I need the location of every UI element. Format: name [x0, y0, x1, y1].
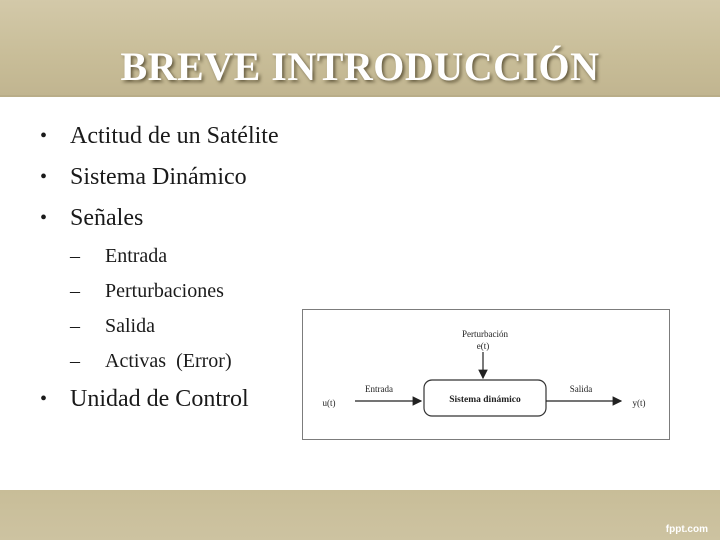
slide-title: BREVE INTRODUCCIÓN [120, 44, 600, 89]
output-label: Salida [569, 384, 593, 394]
output-signal: y(t) [632, 398, 646, 408]
sub-bullet-label: Salida [105, 315, 155, 337]
sub-bullet-dash: – [70, 315, 80, 337]
sub-bullet-list [72, 239, 340, 379]
bullet-item [40, 116, 340, 157]
sub-bullet-item [72, 309, 340, 344]
bullet-item [40, 379, 340, 420]
bullet-list [40, 116, 340, 420]
sub-bullet-label: Perturbaciones [105, 280, 224, 302]
bullet-label: Sistema Dinámico [70, 164, 247, 190]
sub-bullet-dash: – [70, 280, 80, 302]
sub-bullet-item [72, 239, 340, 274]
bullet-label: Actitud de un Satélite [70, 123, 279, 149]
block-diagram-figure [302, 309, 670, 440]
input-signal: u(t) [322, 398, 336, 408]
bullet-dot: • [40, 388, 48, 410]
input-label: Entrada [365, 384, 393, 394]
disturbance-signal: e(t) [476, 341, 490, 351]
bullet-dot: • [40, 207, 48, 229]
footer-watermark: fppt.com [665, 524, 708, 535]
sub-bullet-item [72, 274, 340, 309]
sub-bullet-dash: – [70, 245, 80, 267]
bullet-label: Unidad de Control [70, 386, 249, 412]
bullet-item [40, 198, 340, 379]
sub-bullet-item [72, 344, 340, 379]
block-diagram [303, 310, 669, 439]
bullet-dot: • [40, 125, 48, 147]
bullet-item [40, 157, 340, 198]
footer-band [0, 490, 720, 540]
sub-bullet-dash: – [70, 350, 80, 372]
disturbance-label: Perturbación [462, 329, 508, 339]
system-block-label: Sistema dinámico [449, 395, 521, 405]
bullet-dot: • [40, 166, 48, 188]
sub-bullet-label: Activas (Error) [105, 350, 232, 372]
sub-bullet-label: Entrada [105, 245, 168, 267]
bullet-label: Señales [70, 205, 144, 231]
